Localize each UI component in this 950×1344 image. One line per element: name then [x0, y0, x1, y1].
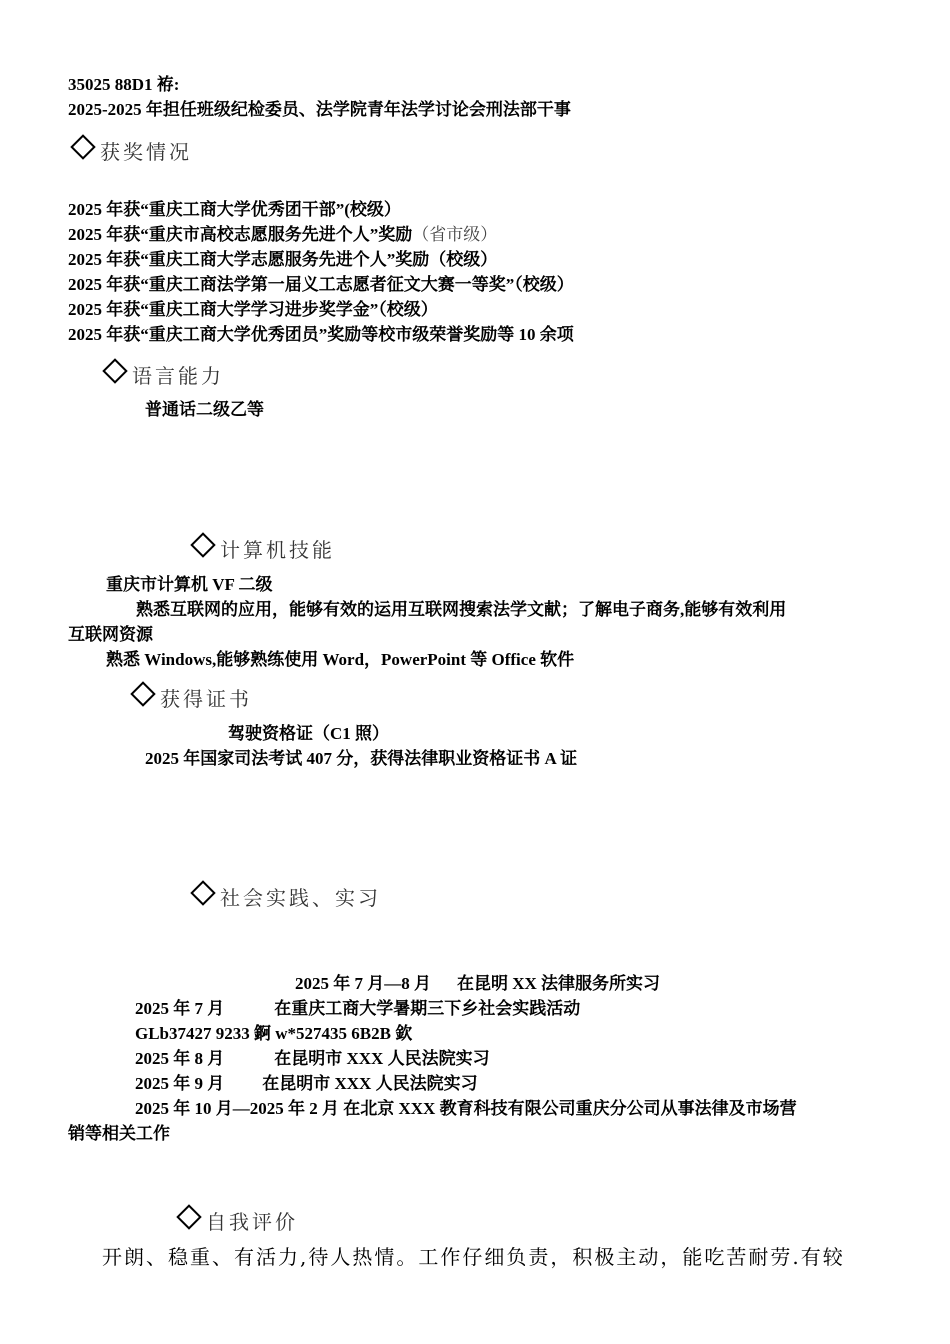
computer-item: 熟悉互联网的应用，能够有效的运用互联网搜索法学文献；了解电子商务,能够有效利用: [136, 600, 787, 619]
header-line-2: 2025-2025 年担任班级纪检委员、法学院青年法学讨论会刑法部干事: [68, 100, 571, 119]
practice-heading-text: 社会实践、实习: [220, 886, 381, 910]
award-item-text: 2025 年获“重庆市高校志愿服务先进个人”奖励: [68, 225, 413, 244]
language-item: 普通话二级乙等: [145, 400, 264, 419]
practice-item: [135, 1022, 412, 1046]
computer-item: 熟悉 Windows,能够熟练使用 Word，PowerPoint 等 Office 软件: [106, 650, 575, 669]
awards-heading-text: 获奖情况: [100, 140, 192, 164]
certificate-item: 2025 年国家司法考试 407 分，获得法律职业资格证书 A 证: [145, 749, 578, 768]
computer-item: 互联网资源: [68, 625, 153, 644]
computer-heading-text: 计算机技能: [220, 538, 335, 562]
practice-desc: 在昆明市 XXX 人民法院实习: [262, 1074, 478, 1093]
language-heading-text: 语言能力: [132, 364, 224, 388]
award-item: 2025 年获“重庆工商法学第一届义工志愿者征文大赛一等奖”（校级）: [68, 275, 574, 294]
practice-date: 2025 年 7 月—8 月: [295, 974, 431, 993]
computer-item: 重庆市计算机 VF 二级: [106, 575, 273, 594]
practice-date: 2025 年 7 月: [135, 999, 225, 1018]
practice-desc: 在昆明市 XXX 人民法院实习: [274, 1049, 490, 1068]
practice-item: 销等相关工作: [68, 1124, 170, 1143]
self-eval-heading: [174, 1208, 298, 1235]
practice-item: [135, 997, 580, 1021]
diamond-icon: [190, 880, 215, 905]
award-item-level: （省市级）: [412, 225, 498, 244]
certificate-item: 驾驶资格证（C1 照）: [228, 724, 390, 743]
award-item: [68, 223, 497, 247]
certificates-heading-text: 获得证书: [160, 687, 252, 711]
practice-item: [135, 1072, 478, 1096]
awards-heading: [68, 138, 192, 165]
practice-desc: 在昆明 XX 法律服务所实习: [457, 974, 661, 993]
header-line-1: 35025 88D1 袸:: [68, 75, 180, 94]
award-item: 2025 年获“重庆工商大学优秀团干部”(校级）: [68, 200, 401, 219]
diamond-icon: [176, 1204, 201, 1229]
certificates-heading: [128, 685, 252, 712]
diamond-icon: [70, 134, 95, 159]
award-item: 2025 年获“重庆工商大学志愿服务先进个人”奖励（校级）: [68, 250, 498, 269]
practice-heading: [188, 884, 381, 911]
language-heading: [100, 362, 224, 389]
practice-date: 2025 年 8 月: [135, 1049, 225, 1068]
diamond-icon: [190, 532, 215, 557]
practice-date: 2025 年 9 月: [135, 1074, 225, 1093]
practice-item: [135, 1047, 490, 1071]
award-item: 2025 年获“重庆工商大学学习进步奖学金”（校级）: [68, 300, 438, 319]
practice-desc: 在重庆工商大学暑期三下乡社会实践活动: [274, 999, 581, 1018]
practice-item: [295, 972, 660, 996]
award-item: 2025 年获“重庆工商大学优秀团员”奖励等校市级荣誉奖励等 10 余项: [68, 325, 574, 344]
computer-heading: [188, 536, 335, 563]
diamond-icon: [130, 681, 155, 706]
self-eval-heading-text: 自我评价: [206, 1210, 298, 1234]
diamond-icon: [102, 358, 127, 383]
self-eval-text: 开朗、稳重、有活力,待人热情。工作仔细负责，积极主动，能吃苦耐劳.有较: [102, 1245, 845, 1269]
practice-item: 2025 年 10 月—2025 年 2 月 在北京 XXX 教育科技有限公司重庆分公司从事法律及市场营: [135, 1099, 797, 1118]
practice-date: GLb37427 9233 錒 w*527435 6B2B 欽: [135, 1024, 413, 1043]
